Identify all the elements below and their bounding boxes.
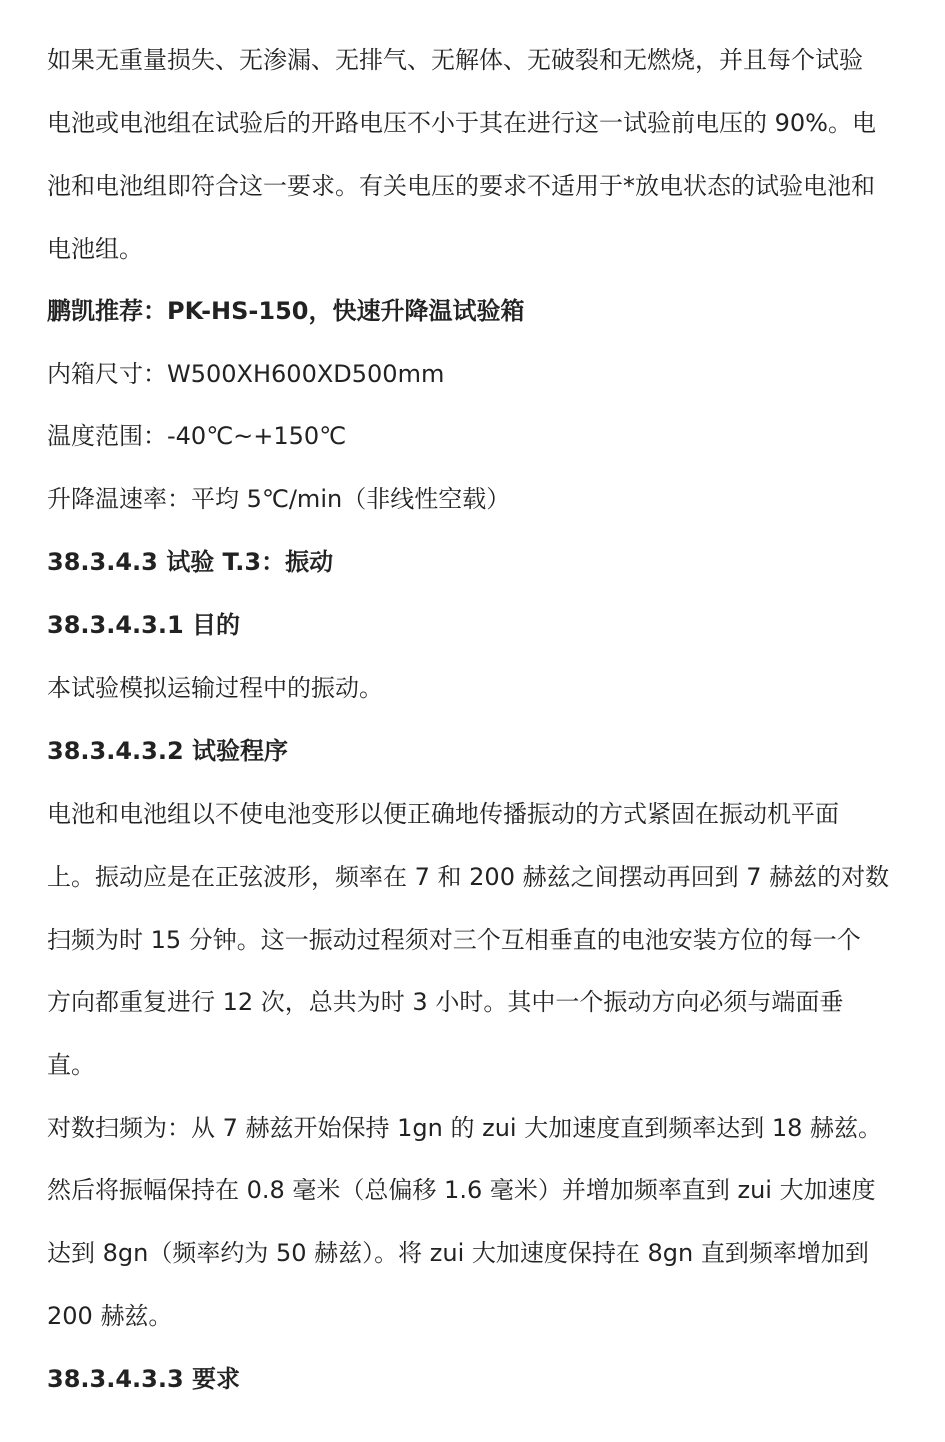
paragraph-line: 然后将振幅保持在 0.8 毫米（总偏移 1.6 毫米）并增加频率直到 zui 大加速度: [47, 1176, 876, 1204]
paragraph-line: 如果无重量损失、无渗漏、无排气、无解体、无破裂和无燃烧，并且每个试验: [47, 46, 863, 74]
paragraph-line: 电池和电池组以不使电池变形以便正确地传播振动的方式紧固在振动机平面: [47, 800, 839, 828]
subsection-heading: 38.3.4.3.2 试验程序: [47, 737, 289, 765]
paragraph-line: 本试验模拟运输过程中的振动。: [47, 674, 383, 702]
spec-ramp-rate: 升降温速率：平均 5℃/min（非线性空载）: [47, 485, 511, 513]
paragraph-line: 达到 8gn（频率约为 50 赫兹）。将 zui 大加速度保持在 8gn 直到频率增加到: [47, 1239, 869, 1267]
paragraph-line: 上。振动应是在正弦波形，频率在 7 和 200 赫兹之间摆动再回到 7 赫兹的对数: [47, 863, 890, 891]
product-recommendation-heading: 鹏凯推荐：PK-HS-150，快速升降温试验箱: [47, 297, 525, 325]
subsection-heading: 38.3.4.3.1 目的: [47, 611, 241, 639]
paragraph-line: 方向都重复进行 12 次，总共为时 3 小时。其中一个振动方向必须与端面垂: [47, 988, 844, 1016]
spec-temperature-range: 温度范围：-40℃~+150℃: [47, 422, 347, 450]
subsection-heading: 38.3.4.3.3 要求: [47, 1365, 241, 1393]
spec-inner-box-size: 内箱尺寸：W500XH600XD500mm: [47, 360, 445, 388]
paragraph-line: 直。: [47, 1051, 95, 1079]
paragraph-line: 池和电池组即符合这一要求。有关电压的要求不适用于*放电状态的试验电池和: [47, 172, 875, 200]
section-heading: 38.3.4.3 试验 T.3：振动: [47, 548, 334, 576]
paragraph-line: 200 赫兹。: [47, 1302, 173, 1330]
paragraph-line: 扫频为时 15 分钟。这一振动过程须对三个互相垂直的电池安装方位的每一个: [47, 926, 861, 954]
paragraph-line: 电池或电池组在试验后的开路电压不小于其在进行这一试验前电压的 90%。电: [47, 109, 876, 137]
paragraph-line: 对数扫频为：从 7 赫兹开始保持 1gn 的 zui 大加速度直到频率达到 18 赫兹。: [47, 1114, 883, 1142]
paragraph-line: 电池组。: [47, 235, 143, 263]
